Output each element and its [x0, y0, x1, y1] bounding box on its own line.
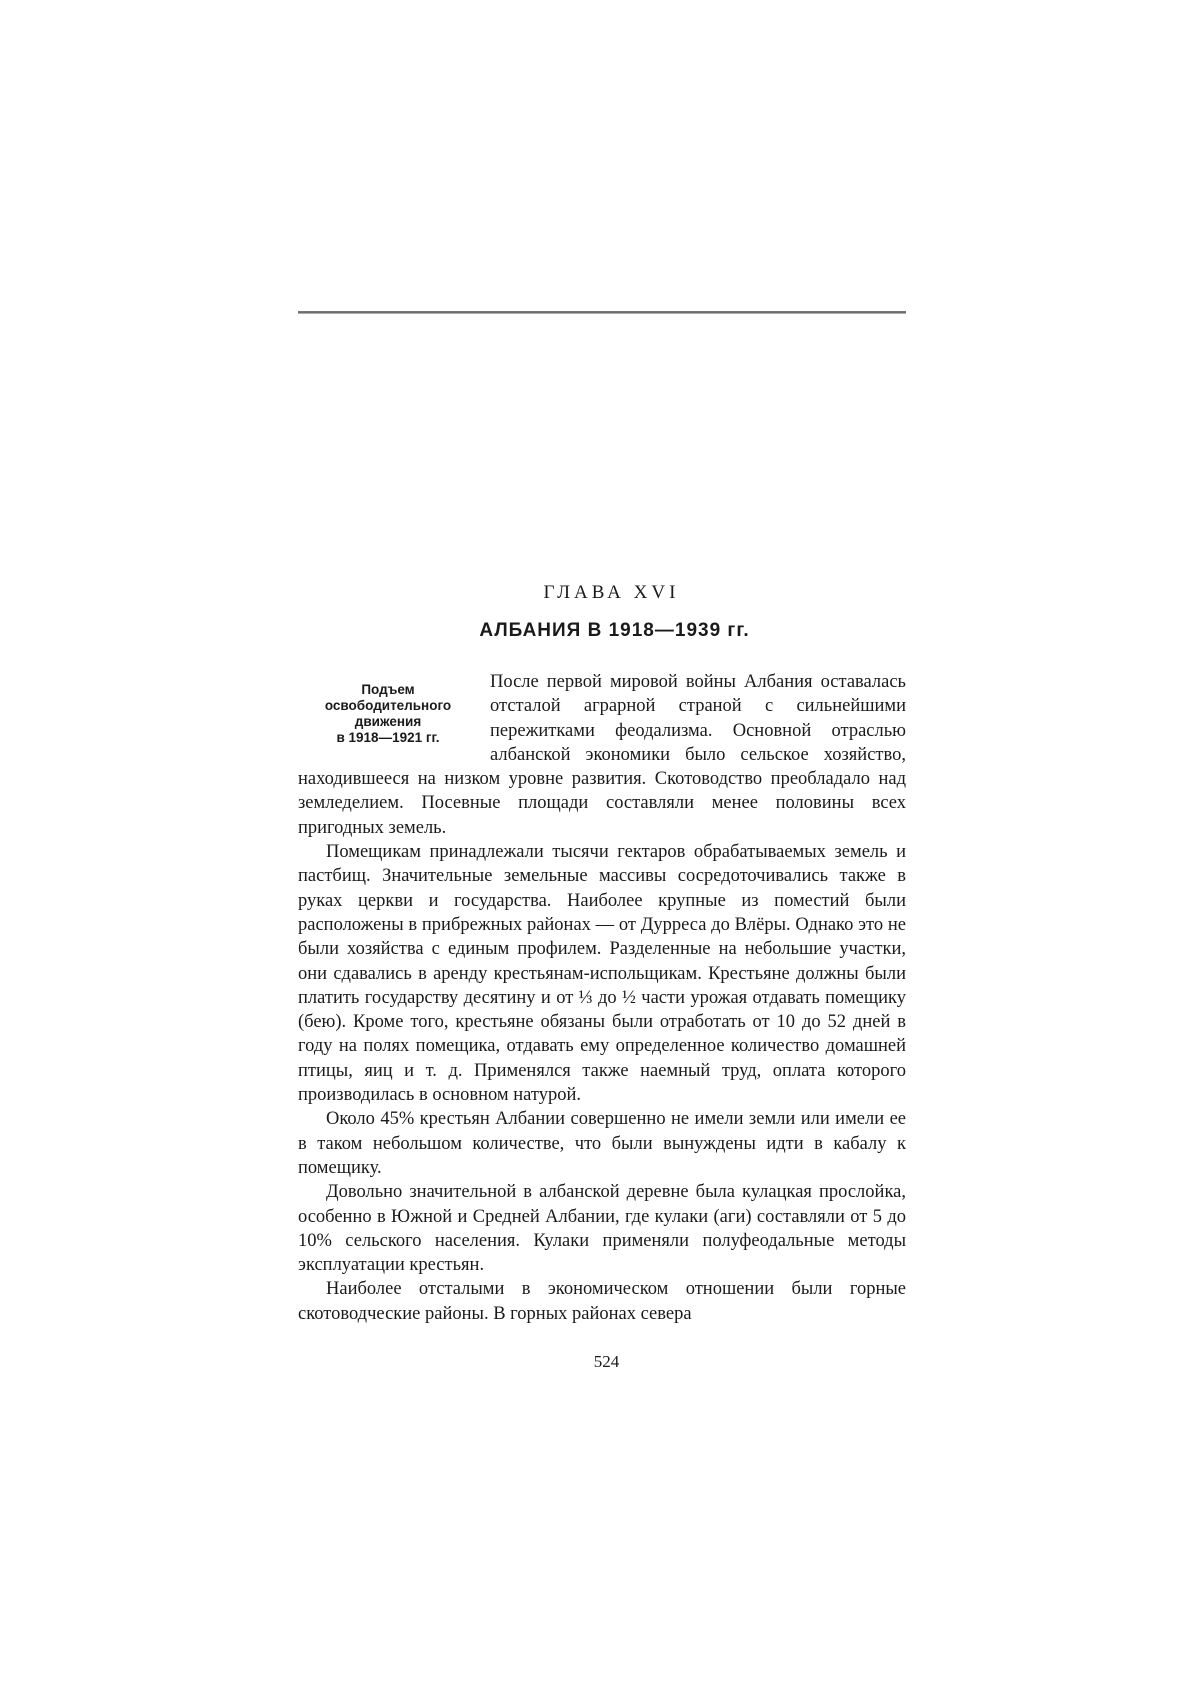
- side-heading: [298, 682, 478, 746]
- paragraph: Наиболее отсталыми в экономическом отношении были горные скотоводческие районы. В горных районах севера: [298, 1279, 906, 1324]
- body-text: [298, 670, 906, 1326]
- chapter-title: АЛБАНИЯ В 1918—1939 гг.: [479, 620, 750, 641]
- side-heading-line: в 1918—1921 гг.: [336, 730, 440, 745]
- chapter-label: ГЛАВА XVI: [543, 582, 680, 603]
- side-heading-line: движения: [354, 714, 422, 729]
- paragraph: Довольно значительной в албанской деревне была кулацкая прослойка, особенно в Южной и Средней Албании, где кулаки (аги) составляли от 5 до 10% сельского населения. Кулаки применяли полуфеодальные методы эксплуатации крестьян.: [298, 1182, 906, 1276]
- side-heading-line: освободительного: [324, 698, 452, 713]
- paragraph: После первой мировой войны Албания оставалась отсталой аграрной страной с сильнейшими пережитками феодализма. Основной отраслью албанской экономики было сельское хозяйство, находившееся на низком уровне развития. Скотоводство преобладало над земледелием. Посевные площади составляли менее половины всех пригодных земель.: [298, 672, 906, 838]
- paragraph: Около 45% крестьян Албании совершенно не имели земли или имели ее в таком небольшом количестве, что были вынуждены идти в кабалу к помещику.: [298, 1109, 906, 1178]
- page-number: 524: [593, 1352, 620, 1371]
- paragraph: Помещикам принадлежали тысячи гектаров обрабатываемых земель и пастбищ. Значительные земельные массивы сосредоточивались также в руках церкви и государства. Наиболее крупные из поместий были расположены в прибрежных районах — от Дурреса до Влёры. Однако это не были хозяйства с единым профилем. Разделенные на небольшие участки, они сдавались в аренду крестьянам-испольщикам. Крестьяне должны были платить государству десятину и от ⅓ до ½ части урожая отдавать помещику (бею). Кроме того, крестьяне обязаны были отработать от 10 до 52 дней в году на полях помещика, отдавать ему определенное количество домашней птицы, яиц и т. д. Применялся также наемный труд, оплата которого производилась в основном натурой.: [298, 842, 906, 1106]
- side-heading-line: Подъем: [361, 682, 415, 697]
- top-rule: [298, 311, 906, 314]
